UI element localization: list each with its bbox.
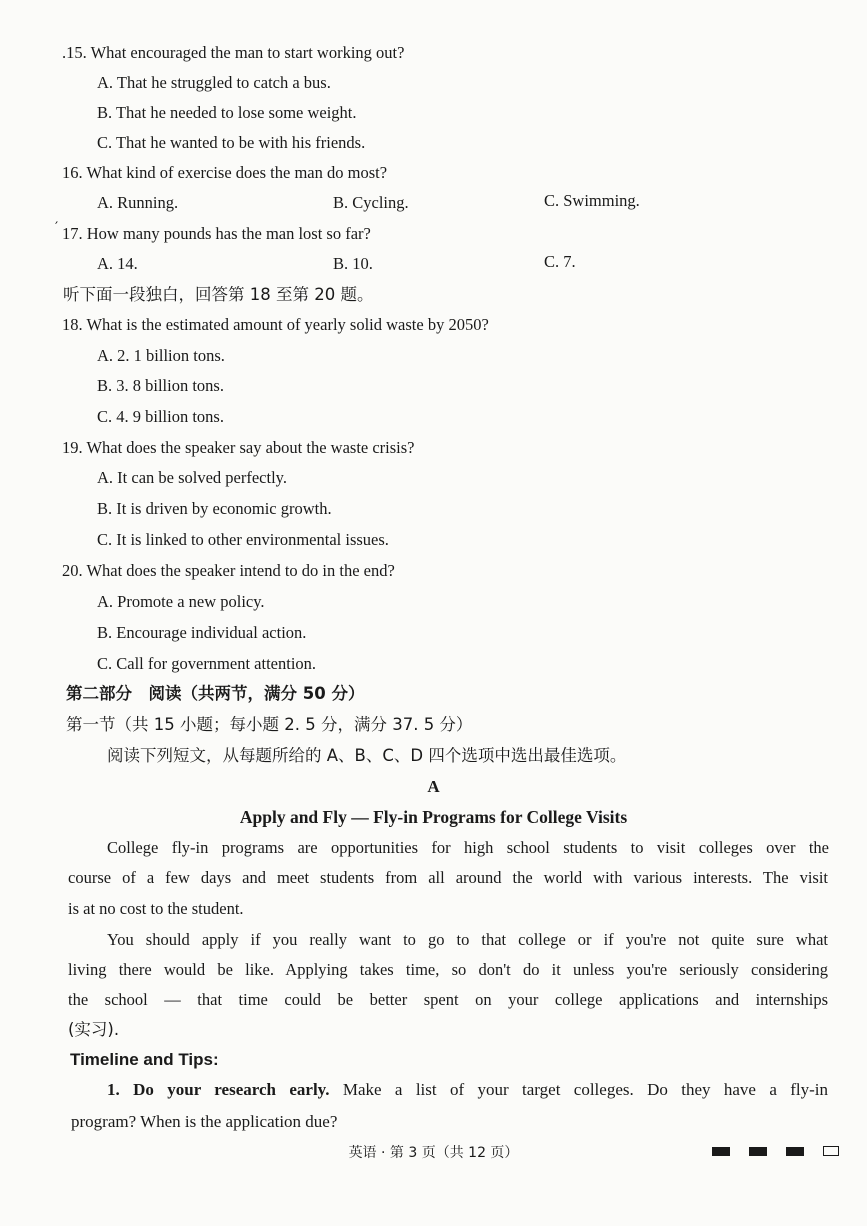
question-15-option-b: B. That he needed to lose some weight.: [97, 103, 357, 122]
passage-p2-line-1: You should apply if you really want to go to that college or if you're not quite sure what: [107, 930, 828, 949]
question-19-option-c: C. It is linked to other environmental issues.: [97, 530, 389, 549]
question-15-stem: .15. What encouraged the man to start working out?: [62, 43, 405, 62]
question-17-option-a: A. 14.: [97, 254, 138, 273]
pen-tick-mark: ′: [55, 220, 59, 236]
tip-1-title: 1. Do your research early.: [107, 1080, 330, 1099]
question-20-option-b: B. Encourage individual action.: [97, 623, 307, 642]
question-19-option-a: A. It can be solved perfectly.: [97, 468, 287, 487]
answer-sheet-mark-hollow: [823, 1146, 839, 1156]
question-16-option-b: B. Cycling.: [333, 193, 409, 212]
page-footer: 英语 · 第 3 页（共 12 页）: [348, 1145, 519, 1161]
question-19-option-b: B. It is driven by economic growth.: [97, 499, 332, 518]
passage-p1-line-3: is at no cost to the student.: [68, 899, 244, 918]
answer-sheet-mark-3: [786, 1147, 804, 1156]
question-18-option-a: A. 2. 1 billion tons.: [97, 346, 225, 365]
question-16-option-c: C. Swimming.: [544, 191, 640, 210]
tip-1-line-2: program? When is the application due?: [71, 1112, 338, 1131]
monologue-instruction: 听下面一段独白，回答第 18 至第 20 题。: [63, 285, 374, 304]
passage-p2-line-4: (实习).: [68, 1020, 120, 1039]
question-15-option-a: A. That he struggled to catch a bus.: [97, 73, 331, 92]
part-2-heading: 第二部分 阅读（共两节，满分 50 分）: [66, 684, 365, 703]
passage-p2-line-2: living there would be like. Applying takes time, so don't do it unless you're seriously considering: [68, 960, 828, 979]
question-18-stem: 18. What is the estimated amount of yearly solid waste by 2050?: [62, 315, 489, 334]
question-19-stem: 19. What does the speaker say about the waste crisis?: [62, 438, 415, 457]
question-17-option-c: C. 7.: [544, 252, 576, 271]
tip-1-text: Make a list of your target colleges. Do they have a fly-in: [329, 1080, 828, 1099]
question-15-option-c: C. That he wanted to be with his friends.: [97, 133, 366, 152]
timeline-heading: Timeline and Tips:: [70, 1050, 219, 1069]
question-16-option-a: A. Running.: [97, 193, 179, 212]
question-17-stem: 17. How many pounds has the man lost so far?: [62, 224, 371, 243]
passage-p2-line-3: the school — that time could be better spent on your college applications and internships: [68, 990, 828, 1009]
passage-p1-line-2: course of a few days and meet students from all around the world with various interests. The visit: [68, 868, 828, 887]
tip-1-line-1: [107, 1079, 828, 1101]
answer-sheet-mark-1: [712, 1147, 730, 1156]
question-16-stem: 16. What kind of exercise does the man do most?: [62, 163, 388, 182]
section-1-heading: 第一节（共 15 小题；每小题 2. 5 分，满分 37. 5 分）: [66, 715, 473, 734]
question-18-option-b: B. 3. 8 billion tons.: [97, 376, 224, 395]
question-20-option-c: C. Call for government attention.: [97, 654, 317, 673]
question-18-option-c: C. 4. 9 billion tons.: [97, 407, 224, 426]
question-20-option-a: A. Promote a new policy.: [97, 592, 265, 611]
passage-letter: A: [427, 777, 440, 796]
passage-title: Apply and Fly — Fly-in Programs for College Visits: [239, 807, 628, 827]
question-17-option-b: B. 10.: [333, 254, 373, 273]
question-20-stem: 20. What does the speaker intend to do in the end?: [62, 561, 395, 580]
passage-p1-line-1: College fly-in programs are opportunities for high school students to visit colleges over the: [107, 838, 829, 857]
reading-instruction: 阅读下列短文，从每题所给的 A、B、C、D 四个选项中选出最佳选项。: [107, 746, 627, 765]
answer-sheet-mark-2: [749, 1147, 767, 1156]
